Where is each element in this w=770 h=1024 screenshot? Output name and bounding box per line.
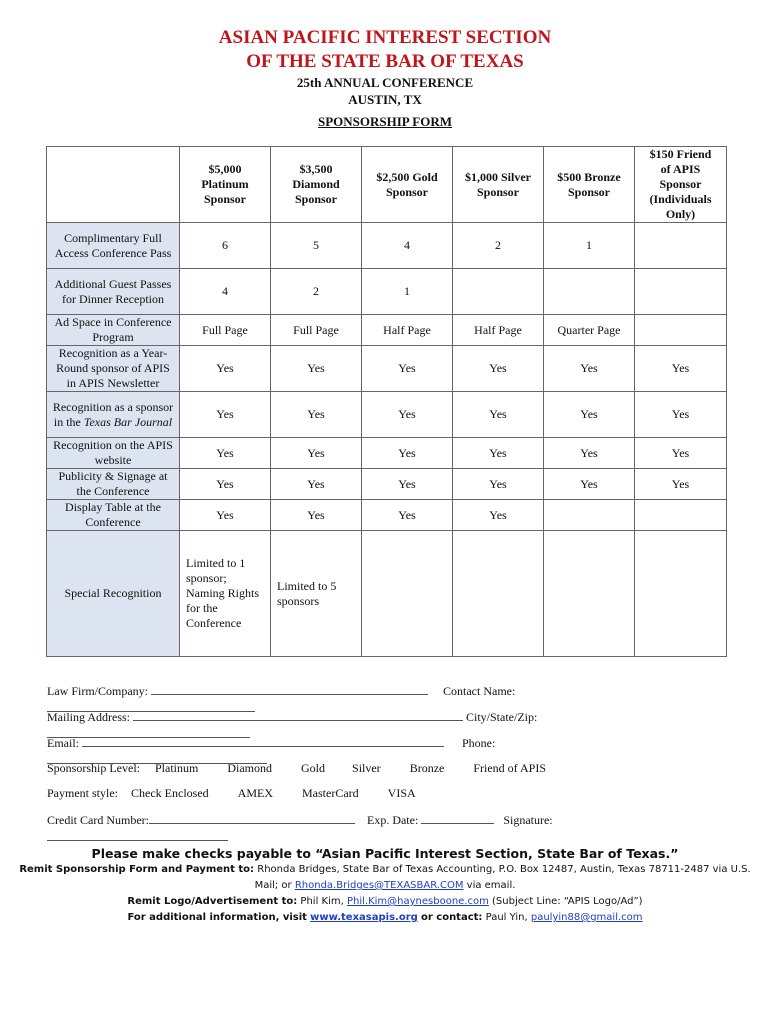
row-label: Recognition as a Year-Round sponsor of APIS in APIS Newsletter: [47, 346, 180, 392]
footer-remit: Remit Sponsorship Form and Payment to: Rhonda Bridges, State Bar of Texas Accounting, P.O. Box 12487, Austin, Texas 78711-2487 via U.S. Mail; or Rhonda.Bridges@TEXASBAR.COM via email.: [19, 864, 751, 891]
checks-note: Please make checks payable to “Asian Pacific Interest Section, State Bar of Texas.”: [91, 846, 679, 861]
website-link[interactable]: www.texasapis.org: [310, 912, 418, 923]
table-cell: Yes: [453, 438, 544, 469]
row-label: Recognition as a sponsor in the Texas Bar Journal: [47, 392, 180, 438]
tier-header-line: $500 Bronze: [557, 169, 621, 184]
table-row: [47, 223, 727, 269]
table-cell: Yes: [453, 392, 544, 438]
table-cell: [544, 269, 635, 315]
tier-header-line: Sponsor: [385, 184, 429, 199]
row-label: Complimentary Full Access Conference Pass: [47, 223, 180, 269]
tier-header: [362, 147, 453, 223]
form-row-card: [47, 811, 717, 845]
row-label: Special Recognition: [47, 531, 180, 657]
table-cell: Yes: [635, 392, 727, 438]
table-cell: Yes: [544, 469, 635, 500]
contact-name-label: Contact Name:: [443, 684, 516, 698]
tier-header-line: Sponsor: [294, 192, 338, 206]
table-cell: Yes: [544, 392, 635, 438]
level-option-bronze[interactable]: Bronze: [409, 761, 445, 775]
payment-option-amex[interactable]: AMEX: [237, 786, 273, 800]
table-cell: Yes: [544, 438, 635, 469]
tier-header-line: Sponsor: [659, 177, 702, 191]
tier-header-line: (Individuals: [649, 192, 712, 206]
table-cell: Yes: [180, 346, 271, 392]
table-cell: 6: [180, 223, 271, 269]
level-option-silver[interactable]: Silver: [352, 761, 381, 775]
credit-card-field[interactable]: [149, 811, 355, 824]
table-cell: Yes: [180, 500, 271, 531]
table-cell: Yes: [635, 469, 727, 500]
table-cell: Full Page: [180, 315, 271, 346]
form-row-level: [47, 761, 717, 776]
tier-header-line: Diamond: [292, 177, 340, 191]
email-label: Email:: [47, 736, 79, 750]
table-cell: Yes: [271, 469, 362, 500]
payment-option-check[interactable]: Check Enclosed: [131, 786, 209, 800]
table-row: [47, 269, 727, 315]
phone-label: Phone:: [462, 736, 496, 750]
credit-card-label: Credit Card Number:: [47, 813, 149, 827]
table-cell: Full Page: [271, 315, 362, 346]
payment-style-label: Payment style:: [47, 786, 118, 800]
table-cell: Yes: [362, 392, 453, 438]
signature-label: Signature:: [503, 813, 553, 827]
sponsorship-level-label: Sponsorship Level:: [47, 761, 140, 775]
remit-email-link[interactable]: Rhonda.Bridges@TEXASBAR.COM: [294, 880, 464, 891]
level-option-platinum[interactable]: Platinum: [155, 761, 199, 775]
table-cell: [453, 269, 544, 315]
email-field[interactable]: [82, 734, 444, 747]
exp-date-label: Exp. Date:: [366, 813, 419, 827]
sponsorship-table: [46, 146, 727, 657]
signature-field[interactable]: [47, 828, 228, 841]
tier-header-line: $5,000: [208, 162, 242, 176]
footer-info: For additional information, visit www.texasapis.org or contact: Paul Yin, paulyin88@gmail.com: [127, 912, 643, 923]
table-cell: Yes: [271, 392, 362, 438]
payment-option-visa[interactable]: VISA: [387, 786, 416, 800]
table-cell: Limited to 5 sponsors: [271, 531, 362, 657]
table-cell: 1: [544, 223, 635, 269]
tier-header: [271, 147, 362, 223]
table-cell: 2: [453, 223, 544, 269]
row-label: Ad Space in Conference Program: [47, 315, 180, 346]
tier-header: [635, 147, 727, 223]
tier-header-line: Platinum: [201, 177, 249, 191]
level-option-gold[interactable]: Gold: [301, 761, 326, 775]
tier-header: [180, 147, 271, 223]
logo-email-link[interactable]: Phil.Kim@haynesboone.com: [346, 896, 489, 907]
table-cell: Yes: [362, 500, 453, 531]
level-option-friend[interactable]: Friend of APIS: [473, 761, 547, 775]
table-cell: 2: [271, 269, 362, 315]
table-cell: Yes: [453, 469, 544, 500]
tier-header-line: Sponsor: [476, 184, 520, 199]
table-cell: [635, 531, 727, 657]
table-cell: 4: [362, 223, 453, 269]
table-cell: [635, 269, 727, 315]
row-label: Display Table at the Conference: [47, 500, 180, 531]
conference-title: 25th ANNUAL CONFERENCE: [296, 75, 474, 90]
law-firm-field[interactable]: [151, 682, 428, 695]
table-cell: [453, 531, 544, 657]
table-cell: [544, 500, 635, 531]
row-label: Publicity & Signage at the Conference: [47, 469, 180, 500]
table-cell: [635, 500, 727, 531]
table-row: [47, 315, 727, 346]
tier-header-line: $3,500: [299, 162, 333, 176]
row-label: Additional Guest Passes for Dinner Reception: [47, 269, 180, 315]
table-cell: Yes: [453, 500, 544, 531]
table-cell: 4: [180, 269, 271, 315]
empty-header-cell: [47, 147, 180, 223]
table-cell: Yes: [180, 438, 271, 469]
tier-header-line: $1,000 Silver: [465, 169, 531, 184]
tier-header-line: Only): [665, 207, 696, 221]
table-cell: Yes: [362, 346, 453, 392]
table-cell: [362, 531, 453, 657]
tier-header-line: $150 Friend: [649, 147, 712, 161]
table-cell: Yes: [271, 438, 362, 469]
table-row: [47, 469, 727, 500]
tier-header-line: Sponsor: [203, 192, 247, 206]
table-row: [47, 392, 727, 438]
footer-logo: Remit Logo/Advertisement to: Phil Kim, Phil.Kim@haynesboone.com (Subject Line: “APIS Logo/Ad”): [127, 896, 643, 907]
conference-location: AUSTIN, TX: [348, 92, 422, 107]
table-cell: Yes: [362, 438, 453, 469]
table-cell: Half Page: [362, 315, 453, 346]
table-cell: Yes: [362, 469, 453, 500]
table-cell: [635, 315, 727, 346]
row-label: Recognition on the APIS website: [47, 438, 180, 469]
city-state-zip-label: City/State/Zip:: [466, 710, 538, 724]
table-cell: Yes: [271, 346, 362, 392]
tier-header-line: of APIS: [660, 162, 701, 176]
table-cell: Yes: [453, 346, 544, 392]
table-cell: [635, 223, 727, 269]
mailing-address-label: Mailing Address:: [47, 710, 130, 724]
table-cell: 5: [271, 223, 362, 269]
table-row: [47, 531, 727, 657]
table-cell: Yes: [180, 392, 271, 438]
table-cell: Yes: [635, 346, 727, 392]
form-title: SPONSORSHIP FORM: [318, 114, 452, 129]
title-line-1: ASIAN PACIFIC INTEREST SECTION: [218, 27, 552, 48]
table-cell: Quarter Page: [544, 315, 635, 346]
title-line-2: OF THE STATE BAR OF TEXAS: [246, 51, 524, 72]
form-row-payment: [47, 786, 717, 801]
table-cell: Limited to 1 sponsor; Naming Rights for the Conference: [180, 531, 271, 657]
law-firm-label: Law Firm/Company:: [47, 684, 148, 698]
table-row: [47, 500, 727, 531]
tier-header: [544, 147, 635, 223]
tier-header: [453, 147, 544, 223]
tier-header-row: [47, 147, 727, 223]
table-row: [47, 346, 727, 392]
table-cell: 1: [362, 269, 453, 315]
info-email-link[interactable]: paulyin88@gmail.com: [530, 912, 643, 923]
table-cell: [544, 531, 635, 657]
table-cell: Yes: [544, 346, 635, 392]
tier-header-line: $2,500 Gold: [376, 169, 438, 184]
tier-header-line: Sponsor: [567, 184, 611, 199]
journal-name: Texas Bar Journal: [83, 414, 173, 429]
level-option-diamond[interactable]: Diamond: [227, 761, 273, 775]
table-cell: Yes: [635, 438, 727, 469]
table-cell: Half Page: [453, 315, 544, 346]
table-cell: Yes: [180, 469, 271, 500]
table-row: [47, 438, 727, 469]
payment-option-mastercard[interactable]: MasterCard: [302, 786, 359, 800]
table-cell: Yes: [271, 500, 362, 531]
exp-date-field[interactable]: [421, 811, 494, 824]
mailing-address-field[interactable]: [133, 708, 463, 721]
